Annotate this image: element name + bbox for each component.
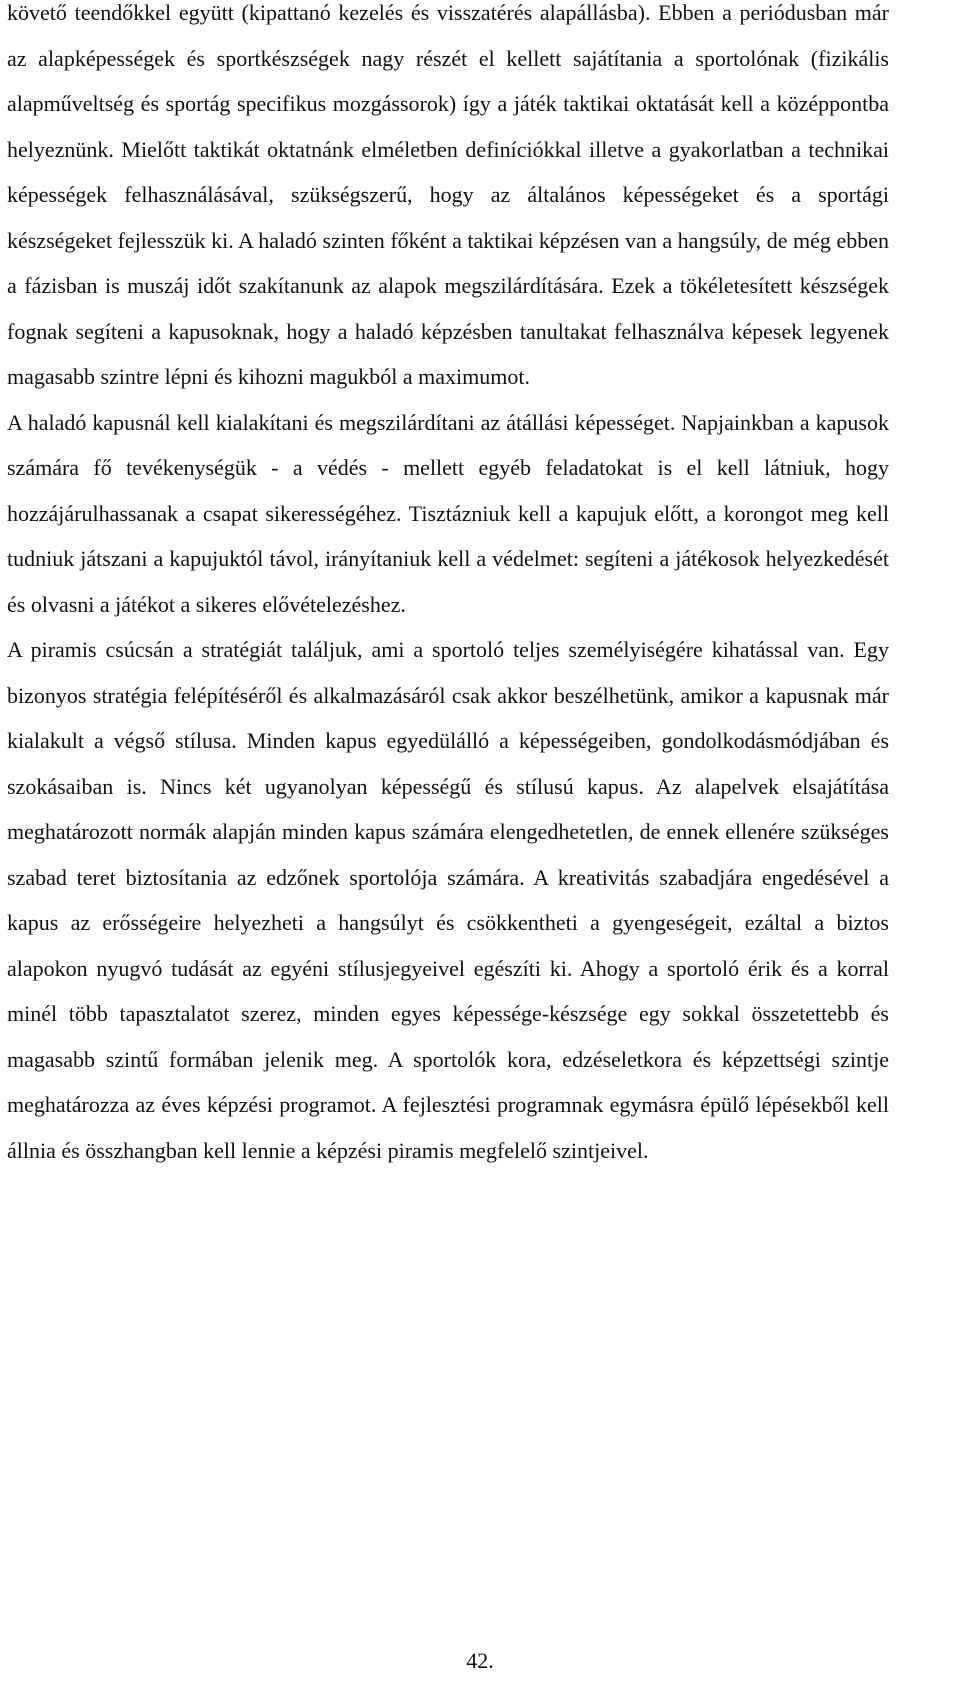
paragraph-strategy-pyramid: A piramis csúcsán a stratégiát találjuk, ami a sportoló teljes személyiségére kihatással van. Egy bizonyos stratégia felépítéséről és alkalmazásáról csak akkor beszélhetünk, amikor a kapusnak már kialakult a végső stílusa. Minden kapus egyedülálló a képességeiben, gondolkodásmódjában és szokásaiban is. Nincs két ugyanolyan képességű és stílusú kapus. Az alapelvek elsajátítása meghatározott normák alapján minden kapus számára elengedhetetlen, de ennek ellenére szükséges szabad teret biztosítania az edzőnek sportolója számára. A kreativitás szabadjára engedésével a kapus az erősségeire helyezheti a hangsúlyt és csökkentheti a gyengeségeit, ezáltal a biztos alapokon nyugvó tudását az egyéni stílusjegyeivel egészíti ki. Ahogy a sportoló érik és a korral minél több tapasztalatot szerez, minden egyes képessége-készsége egy sokkal összetettebb és magasabb szintű formában jelenik meg. A sportolók kora, edzéseletkora és képzettségi szintje meghatározza az éves képzési programot. A fejlesztési programnak egymásra épülő lépésekből kell állnia és összhangban kell lennie a képzési piramis megfelelő szintjeivel. — [7, 637, 889, 1163]
document-body — [7, 0, 889, 1173]
paragraph-transition-skills: A haladó kapusnál kell kialakítani és megszilárdítani az átállási képességet. Napjainkban a kapusok számára fő tevékenységük - a védés - mellett egyéb feladatokat is el kell látniuk, hogy hozzájárulhassanak a csapat sikerességéhez. Tisztázniuk kell a kapujuk előtt, a korongot meg kell tudniuk játszani a kapujuktól távol, irányítaniuk kell a védelmet: segíteni a játékosok helyezkedését és olvasni a játékot a sikeres elővételezéshez. — [7, 409, 889, 617]
page-number: 42. — [466, 1648, 494, 1673]
paragraph-tactical-training: követő teendőkkel együtt (kipattanó kezelés és visszatérés alapállásba). Ebben a periódusban már az alapképességek és sportkészségek nagy részét el kellett sajátítania a sportolónak (fizikális alapműveltség és sportág specifikus mozgássorok) így a játék taktikai oktatását kell a középpontba helyeznünk. Mielőtt taktikát oktatnánk elméletben definíciókkal illetve a gyakorlatban a technikai képességek felhasználásával, szükségszerű, hogy az általános képességeket és a sportági készségeket fejlesszük ki. A haladó szinten főként a taktikai képzésen van a hangsúly, de még ebben a fázisban is muszáj időt szakítanunk az alapok megszilárdítására. Ezek a tökéletesített készségek fognak segíteni a kapusoknak, hogy a haladó képzésben tanultakat felhasználva képesek legyenek magasabb szintre lépni és kihozni magukból a maximumot. — [7, 0, 889, 389]
